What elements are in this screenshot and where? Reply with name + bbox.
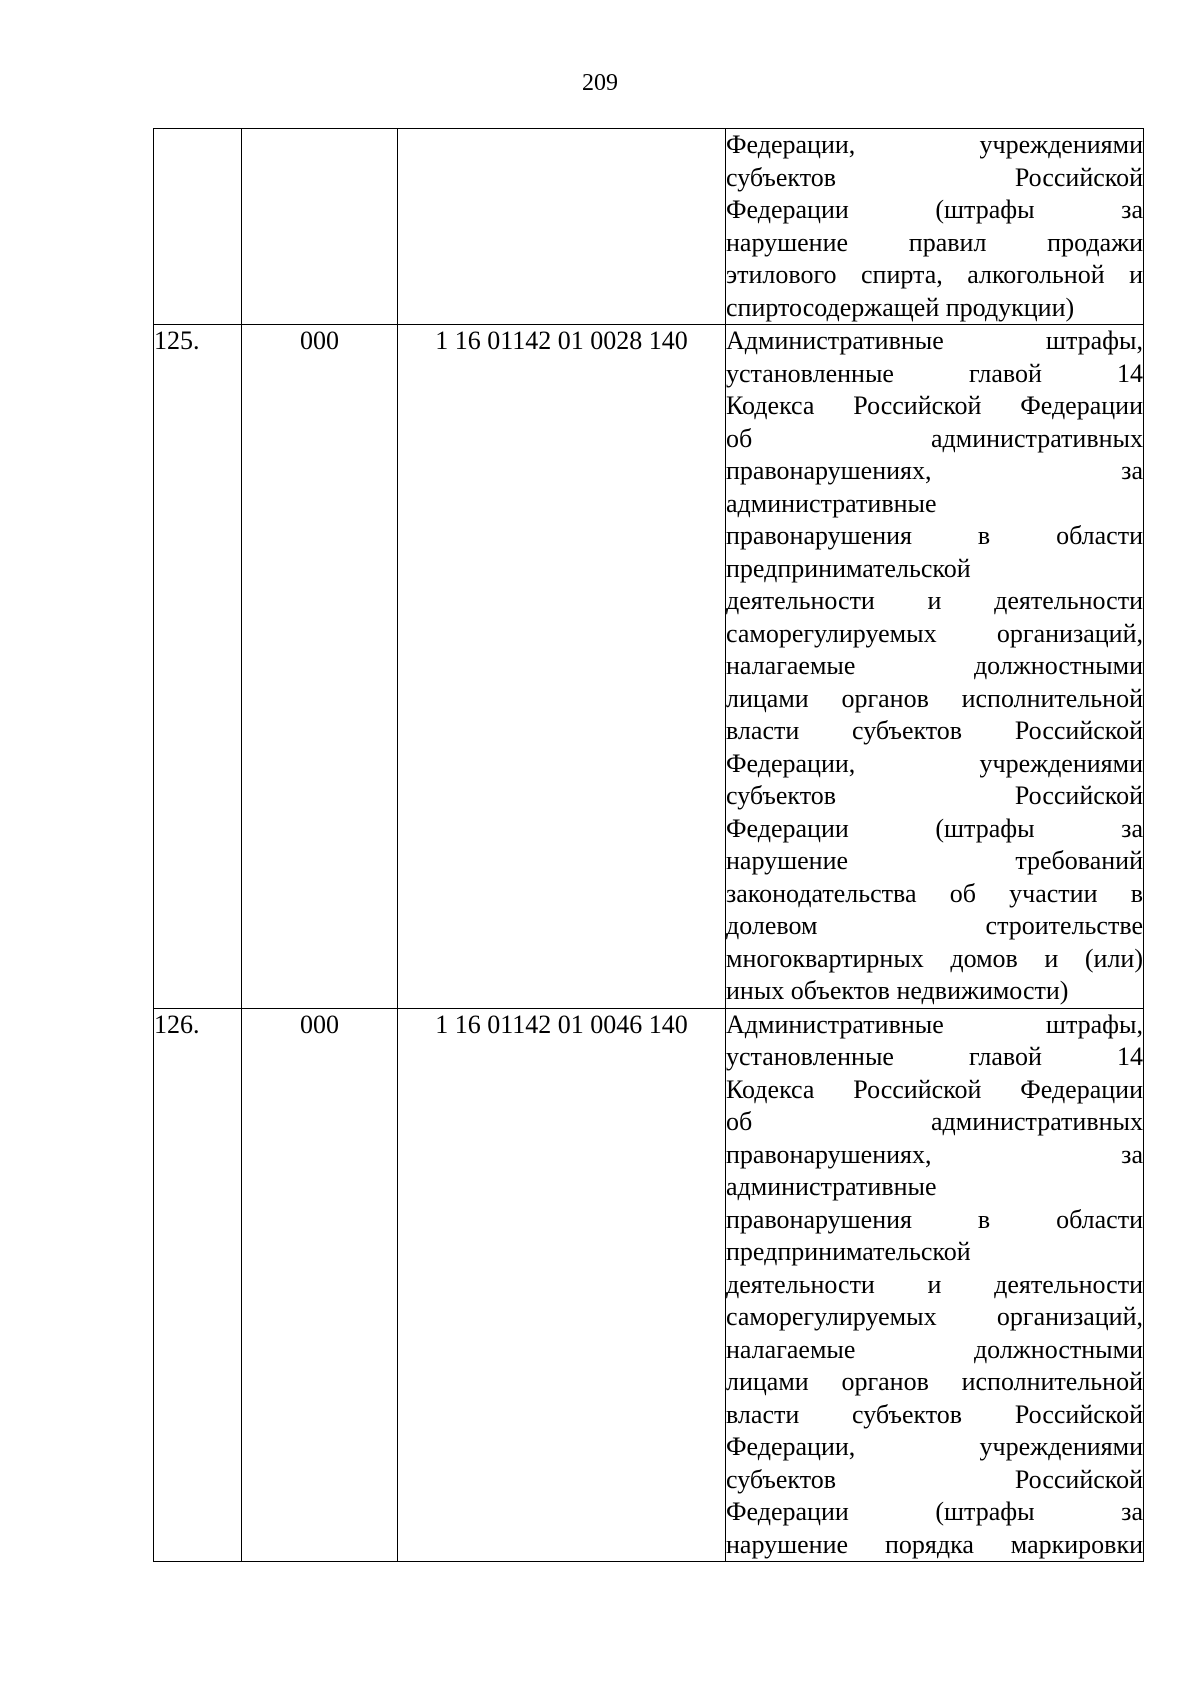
description-line: Кодекса Российской Федерации xyxy=(726,391,1143,420)
description-line: саморегулируемых организаций, xyxy=(726,1302,1143,1331)
description-cell xyxy=(726,1008,1144,1562)
description-line: об административных xyxy=(726,1107,1143,1136)
description-text xyxy=(726,129,1143,324)
kbk-code-cell: 1 16 01142 01 0028 140 xyxy=(398,325,726,1009)
description-line: установленные главой 14 xyxy=(726,1042,1143,1071)
table-row xyxy=(154,1008,1144,1562)
table-row xyxy=(154,325,1144,1009)
description-line: субъектов Российской xyxy=(726,162,1143,192)
description-line: правонарушения в области xyxy=(726,521,1143,550)
kbk-code-cell: 1 16 01142 01 0046 140 xyxy=(398,1008,726,1562)
row-number-cell: 126. xyxy=(154,1008,242,1562)
description-line: правонарушениях, за xyxy=(726,1139,1143,1169)
description-line: деятельности и деятельности xyxy=(726,1269,1143,1299)
description-line: Административные штрафы, xyxy=(726,326,1143,355)
description-line: саморегулируемых организаций, xyxy=(726,618,1143,648)
description-line: лицами органов исполнительной xyxy=(726,683,1143,713)
description-line: Федерации (штрафы за xyxy=(726,1497,1143,1526)
description-line: нарушение правил продажи xyxy=(726,227,1143,257)
description-line: Федерации (штрафы за xyxy=(726,195,1143,224)
description-line: нарушение требований xyxy=(726,846,1143,875)
description-line: налагаемые должностными xyxy=(726,651,1143,680)
description-line: лицами органов исполнительной xyxy=(726,1367,1143,1396)
description-line: власти субъектов Российской xyxy=(726,1399,1143,1429)
description-line: Федерации, учреждениями xyxy=(726,130,1143,159)
description-line: об административных xyxy=(726,423,1143,453)
admin-code-cell: 000 xyxy=(242,1008,398,1562)
description-line: Административные штрафы, xyxy=(726,1009,1143,1039)
description-line: спиртосодержащей продукции) xyxy=(726,292,1075,322)
page-number: 209 xyxy=(582,70,618,96)
description-text xyxy=(726,325,1143,1008)
description-line: субъектов Российской xyxy=(726,1464,1143,1494)
table-row xyxy=(154,129,1144,325)
description-line: предпринимательской xyxy=(726,1237,971,1266)
description-line: правонарушения в области xyxy=(726,1204,1143,1234)
description-line: долевом строительстве xyxy=(726,911,1143,940)
description-line: Федерации, учреждениями xyxy=(726,1432,1143,1461)
description-cell xyxy=(726,129,1144,325)
description-line: этилового спирта, алкогольной и xyxy=(726,260,1143,289)
description-line: субъектов Российской xyxy=(726,781,1143,810)
description-line: деятельности и деятельности xyxy=(726,586,1143,615)
description-line: многоквартирных домов и (или) xyxy=(726,943,1143,973)
description-line: Федерации, учреждениями xyxy=(726,748,1143,778)
description-line: административные xyxy=(726,488,937,518)
row-number-cell xyxy=(154,129,242,325)
description-line: законодательства об участии в xyxy=(726,878,1143,908)
description-line: нарушение порядка маркировки xyxy=(726,1529,1143,1559)
admin-code-cell xyxy=(242,129,398,325)
description-line: установленные главой 14 xyxy=(726,358,1143,388)
description-line: власти субъектов Российской xyxy=(726,716,1143,745)
description-line: Федерации (штрафы за xyxy=(726,813,1143,843)
description-line: административные xyxy=(726,1172,937,1201)
description-line: налагаемые должностными xyxy=(726,1334,1143,1364)
kbk-code-cell xyxy=(398,129,726,325)
description-line: Кодекса Российской Федерации xyxy=(726,1074,1143,1104)
description-cell xyxy=(726,325,1144,1009)
admin-code-cell: 000 xyxy=(242,325,398,1009)
description-line: предпринимательской xyxy=(726,553,971,583)
description-line: правонарушениях, за xyxy=(726,456,1143,485)
description-text xyxy=(726,1009,1143,1562)
row-number-cell: 125. xyxy=(154,325,242,1009)
description-line: иных объектов недвижимости) xyxy=(726,976,1069,1005)
budget-codes-table xyxy=(153,128,1144,1562)
